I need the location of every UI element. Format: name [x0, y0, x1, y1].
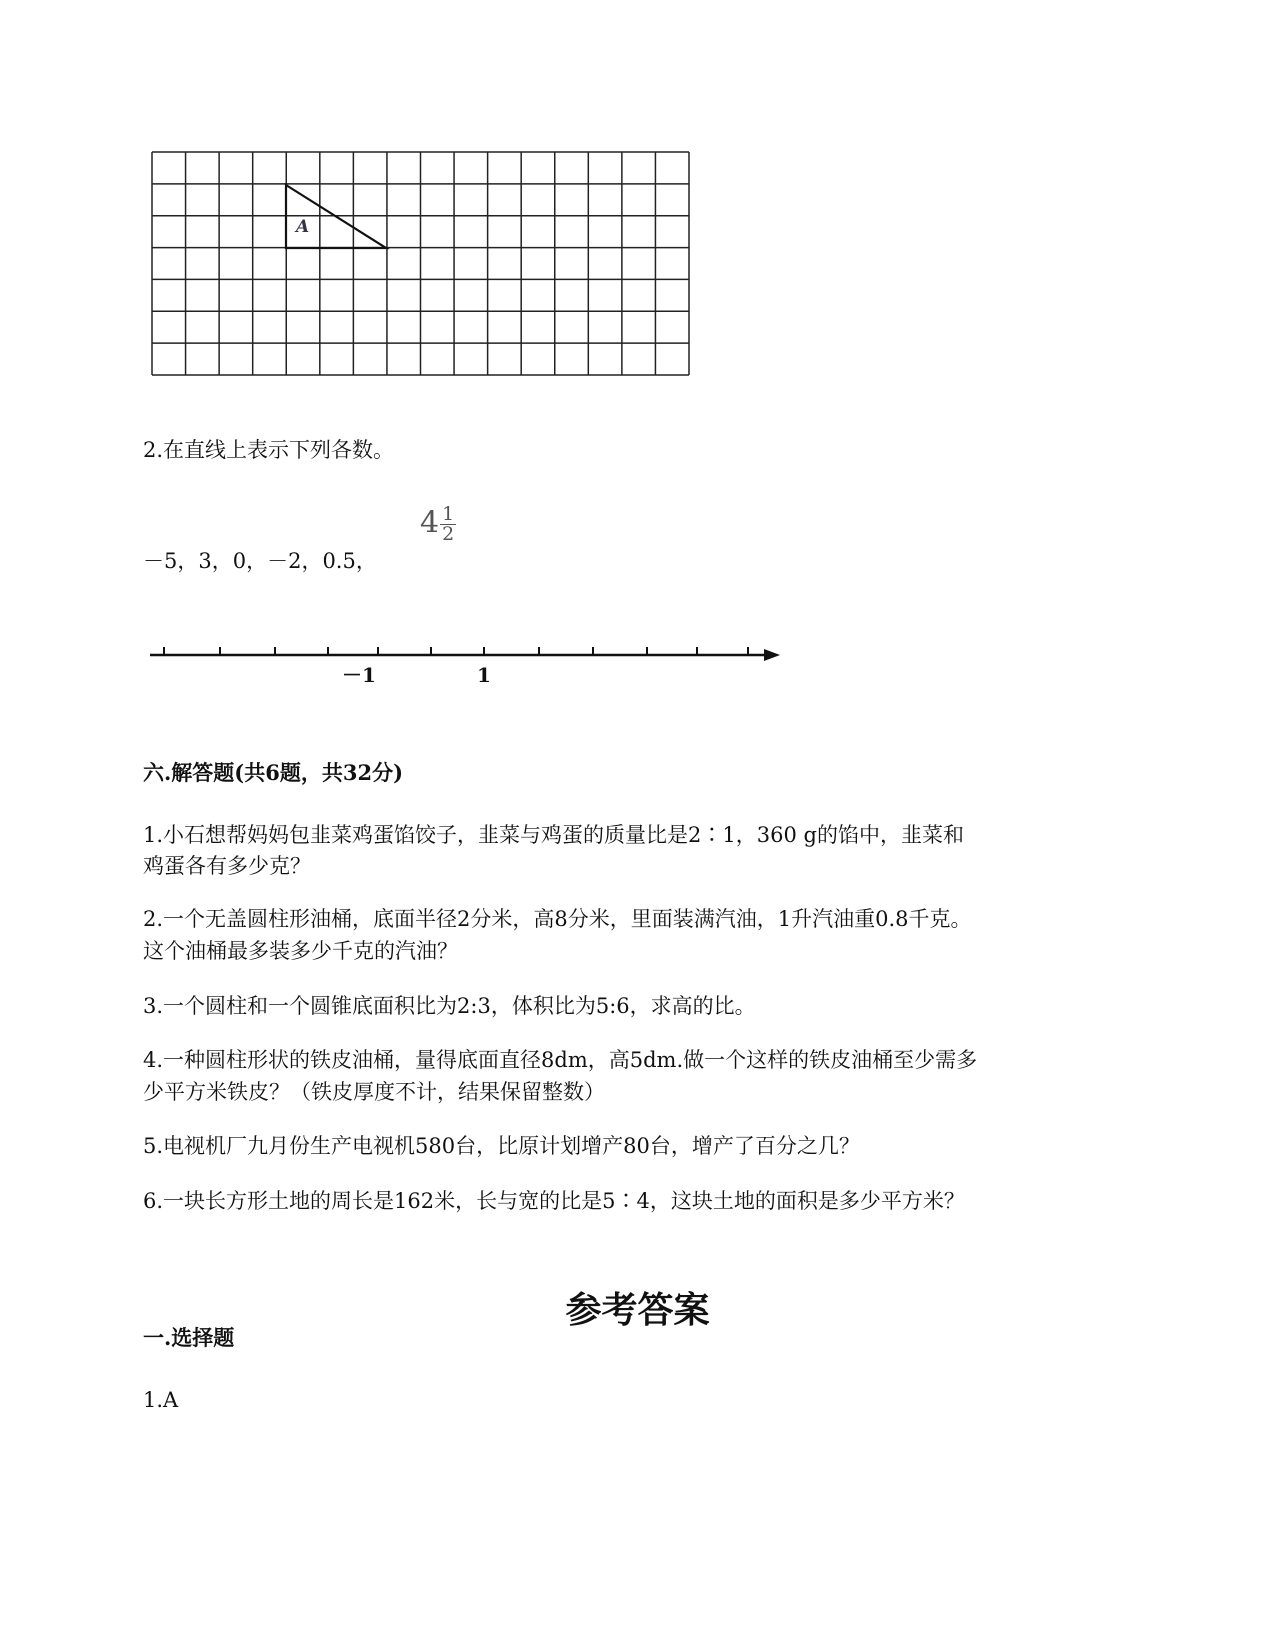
number-line — [150, 640, 790, 690]
q2-prompt: 2.在直线上表示下列各数。 — [143, 438, 395, 462]
triangle-label: A — [296, 217, 310, 237]
answers-title: 参考答案 — [565, 1289, 710, 1331]
answers-section1: 一.选择题 — [143, 1325, 235, 1350]
grid-figure — [150, 150, 695, 382]
label-1: 1 — [477, 663, 491, 687]
q6-1-line2: 鸡蛋各有多少克？ — [143, 854, 311, 878]
q6-2-line2: 这个油桶最多装多少千克的汽油？ — [143, 939, 458, 963]
mixed-whole: 4 — [420, 505, 440, 541]
q6-2-line1: 2.一个无盖圆柱形油桶，底面半径2分米，高8分米，里面装满汽油，1升汽油重0.8千克。 — [143, 907, 972, 931]
mixed-denominator: 2 — [442, 523, 455, 545]
q6-3: 3.一个圆柱和一个圆锥底面积比为2:3，体积比为5:6，求高的比。 — [143, 994, 756, 1018]
label-neg1: －1 — [342, 663, 376, 687]
q2-numbers: －5，3，0，－2，0.5， — [143, 549, 377, 573]
q6-1-line1: 1.小石想帮妈妈包韭菜鸡蛋馅饺子，韭菜与鸡蛋的质量比是2∶1，360 g的馅中，韭菜和 — [143, 823, 964, 847]
number-line-arrow — [764, 649, 780, 661]
q6-5: 5.电视机厂九月份生产电视机580台，比原计划增产80台，增产了百分之几？ — [143, 1134, 860, 1158]
q6-4-line1: 4.一种圆柱形状的铁皮油桶，量得底面直径8dm，高5dm.做一个这样的铁皮油桶至少需多 — [143, 1048, 978, 1072]
answer-1: 1.A — [143, 1388, 179, 1412]
mixed-numerator: 1 — [442, 503, 455, 525]
mixed-number — [420, 505, 456, 544]
q6-4-line2: 少平方米铁皮？（铁皮厚度不计，结果保留整数） — [143, 1080, 605, 1104]
q6-6: 6.一块长方形土地的周长是162米，长与宽的比是5∶4，这块土地的面积是多少平方米？ — [143, 1189, 965, 1213]
section6-heading: 六.解答题(共6题，共32分) — [143, 760, 404, 785]
